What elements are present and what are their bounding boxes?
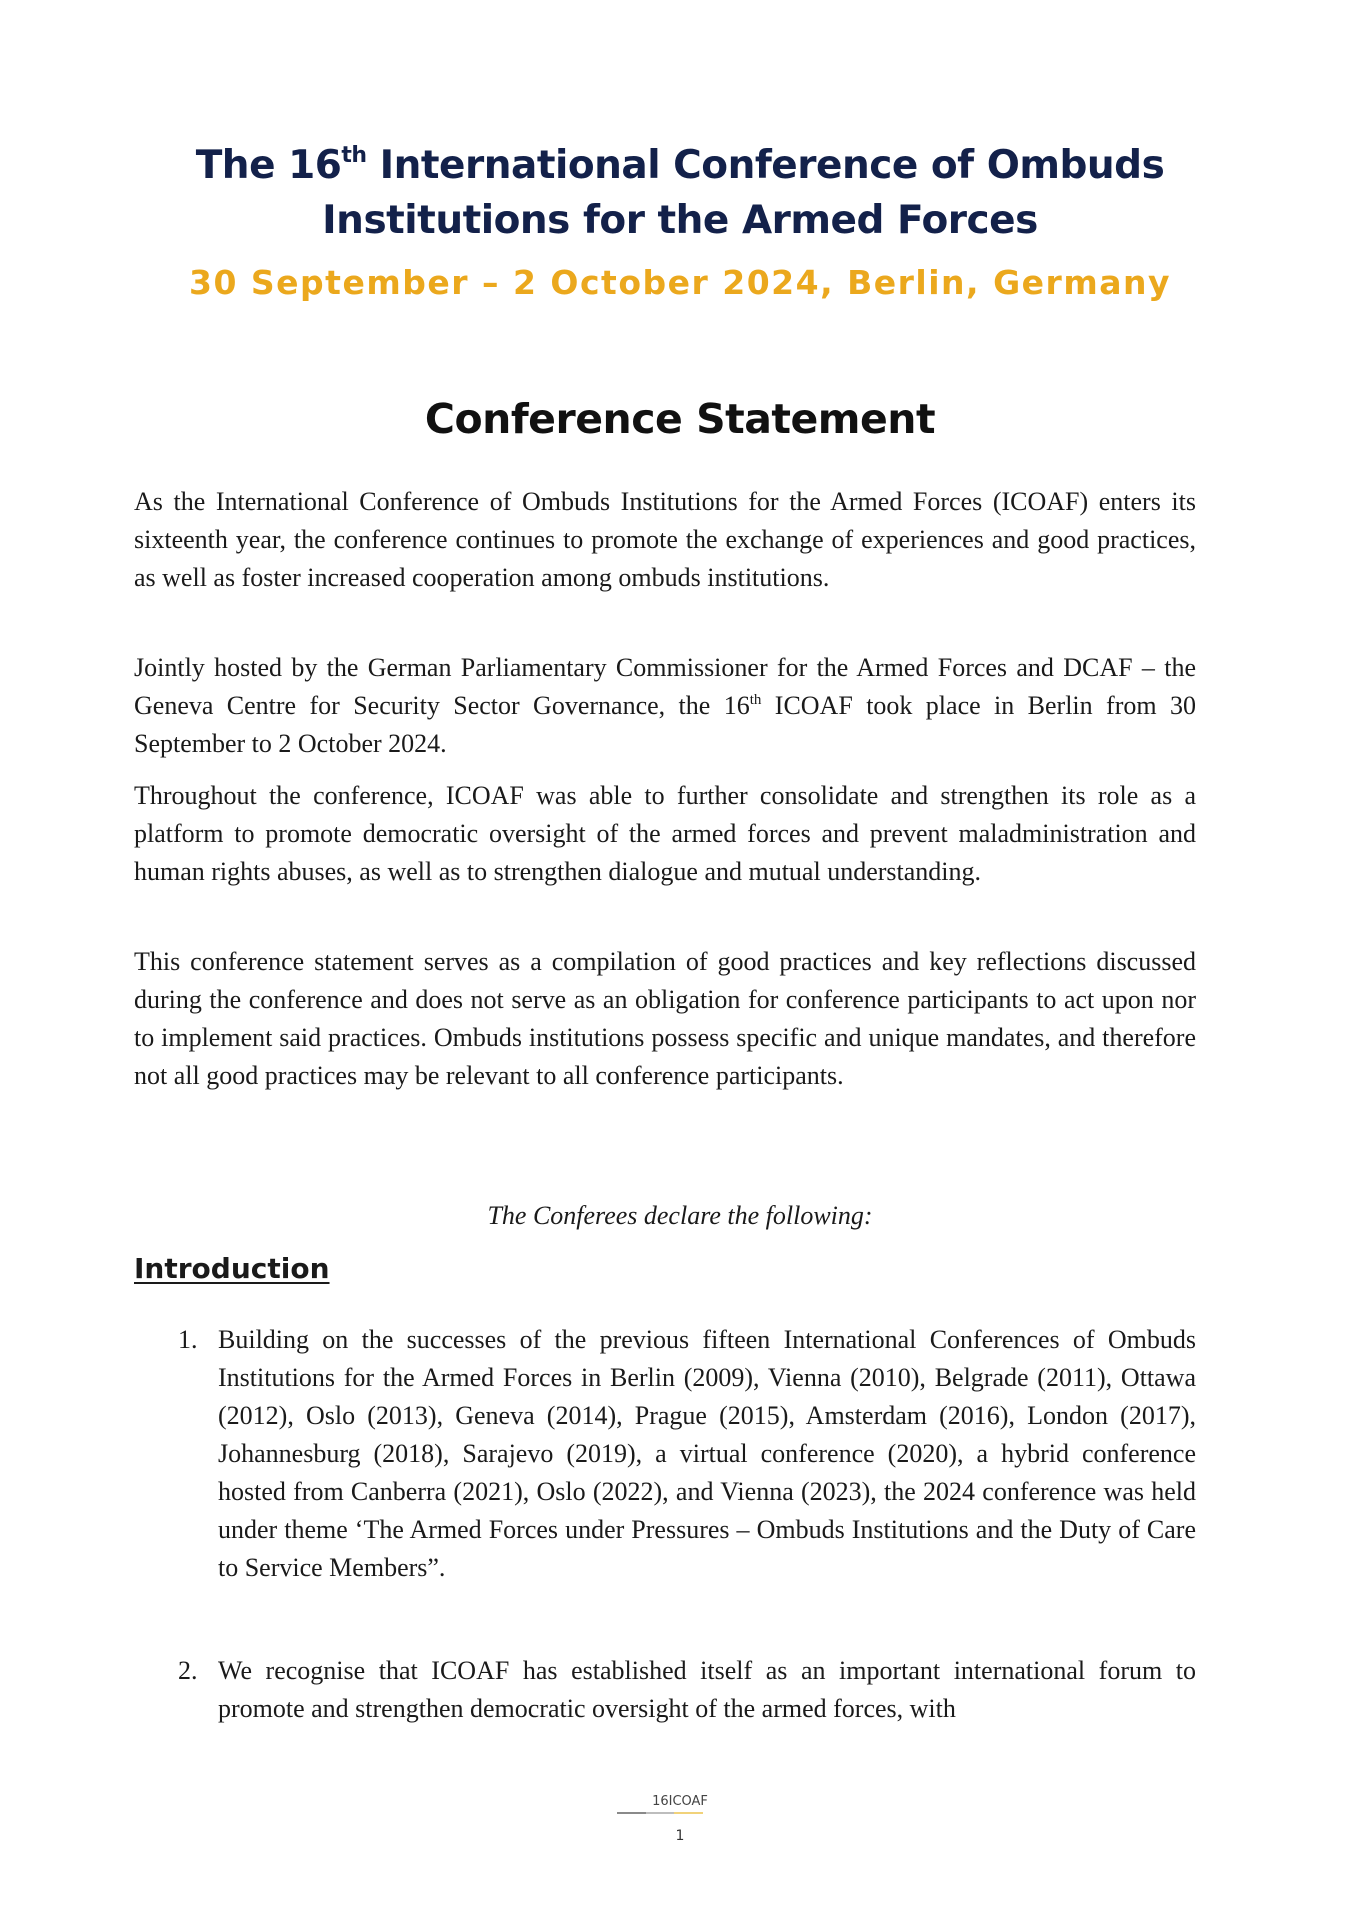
- declaration-line: The Conferees declare the following:: [487, 1201, 873, 1230]
- list-item-text: We recognise that ICOAF has established itself as an important international forum to promote and strengthen democratic oversight of the armed forces, with: [218, 1656, 1196, 1723]
- conference-title-line-2: Institutions for the Armed Forces: [322, 198, 1038, 243]
- list-item-number: 2.: [178, 1656, 198, 1685]
- list-item-text: Building on the successes of the previous fifteen International Conferences of Ombuds Institutions for the Armed Forces in Berlin (2009), Vienna (2010), Belgrade (2011), Ottawa (2012), Oslo (2013), Geneva (2014), Prague (2015), Amsterdam (2016), London (2017), Johannesburg (2018), Sarajevo (2019), a virtual conference (2020), a hybrid conference hosted from Canberra (2021), Oslo (2022), and Vienna (2023), the 2024 conference was held under theme ‘The Armed Forces under Pressures – Ombuds Institutions and the Duty of Care to Service Members”.: [218, 1325, 1196, 1582]
- footer-divider: [617, 1812, 703, 1814]
- conference-dates-location: 30 September – 2 October 2024, Berlin, Germany: [189, 263, 1171, 302]
- paragraph-text: Throughout the conference, ICOAF was able to further consolidate and strengthen its role as a platform to promote democratic oversight of the armed forces and prevent maladministration and human rights abuses, as well as to strengthen dialogue and mutual understanding.: [134, 781, 1196, 886]
- page-number: 1: [675, 1828, 685, 1844]
- footer-label: 16ICOAF: [652, 1794, 708, 1809]
- paragraph-2: [134, 649, 1196, 763]
- paragraph-4: [134, 943, 1196, 1095]
- document-heading: Conference Statement: [424, 395, 936, 443]
- paragraph-text-after: ICOAF took place in Berlin from 30 September to 2 October 2024.: [134, 691, 1196, 758]
- title-prefix: The 16: [195, 143, 342, 188]
- title-ordinal-suffix: th: [341, 143, 367, 168]
- paragraph-text: [134, 649, 1196, 763]
- section-heading-introduction: Introduction: [134, 1252, 330, 1285]
- ordinal-suffix: th: [749, 692, 762, 708]
- footer-divider-segment: [646, 1812, 675, 1814]
- paragraph-1: [134, 483, 1196, 597]
- paragraph-text-before: Jointly hosted by the German Parliamentary Commissioner for the Armed Forces and DCAF – the Geneva Centre for Security Sector Governance, the 16: [134, 653, 1196, 720]
- footer-divider-segment: [617, 1812, 646, 1814]
- list-item: [134, 1652, 1196, 1728]
- footer-divider-segment: [674, 1812, 703, 1814]
- paragraph-text: This conference statement serves as a compilation of good practices and key reflections discussed during the conference and does not serve as an obligation for conference participants to act upon nor to implement said practices. Ombuds institutions possess specific and unique mandates, and therefore not all good practices may be relevant to all conference participants.: [134, 947, 1196, 1090]
- paragraph-text: As the International Conference of Ombuds Institutions for the Armed Forces (ICOAF) enters its sixteenth year, the conference continues to promote the exchange of experiences and good practices, as well as foster increased cooperation among ombuds institutions.: [134, 487, 1196, 592]
- list-item-number: 1.: [178, 1325, 198, 1354]
- paragraph-3: [134, 777, 1196, 891]
- conference-title-line-1: [0, 138, 1360, 194]
- list-item: [134, 1321, 1196, 1587]
- title-line-1-rest: International Conference of Ombuds: [366, 143, 1165, 188]
